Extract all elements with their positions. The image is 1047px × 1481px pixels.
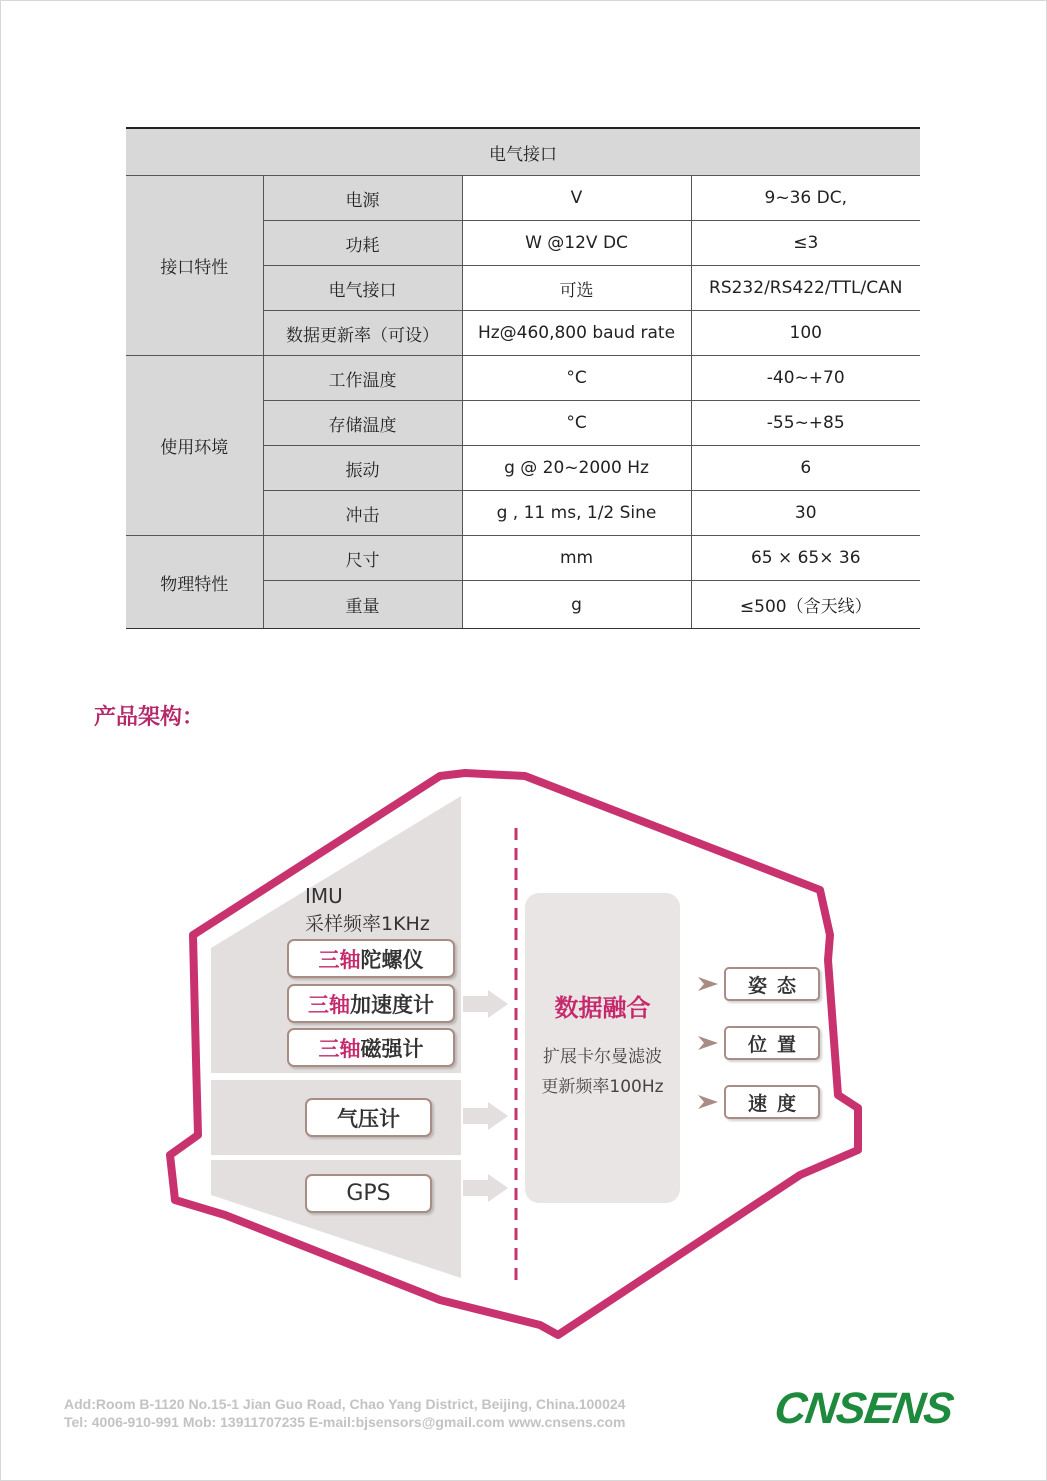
fusion-filter: 扩展卡尔曼滤波 (543, 1047, 662, 1067)
param-name: 冲击 (263, 491, 462, 536)
param-unit: Hz@460,800 baud rate (462, 311, 691, 356)
group-label: 接口特性 (126, 176, 263, 356)
param-name: 尺寸 (263, 536, 462, 581)
gyroscope-box (287, 939, 455, 978)
company-logo: CNSENS (771, 1384, 956, 1433)
output-position: 位置 (724, 1026, 820, 1060)
param-name: 功耗 (263, 221, 462, 266)
barometer-label: 气压计 (337, 1106, 400, 1131)
accelerometer-box (287, 984, 455, 1023)
param-value: 30 (691, 491, 920, 536)
axis-prefix: 三轴 (318, 1036, 361, 1061)
axis-prefix: 三轴 (318, 947, 361, 972)
barometer-arrow (463, 1102, 508, 1130)
imu-sample-rate: 采样频率1KHz (305, 913, 430, 935)
group-label: 使用环境 (126, 356, 263, 536)
param-value: 100 (691, 311, 920, 356)
param-name: 振动 (263, 446, 462, 491)
param-value: ≤500（含天线） (691, 581, 920, 629)
param-unit: W @12V DC (462, 221, 691, 266)
gps-label: GPS (346, 1181, 391, 1206)
param-name: 数据更新率（可设） (263, 311, 462, 356)
param-name: 重量 (263, 581, 462, 629)
param-name: 电源 (263, 176, 462, 221)
param-unit: °C (462, 401, 691, 446)
footer (64, 1395, 625, 1431)
param-unit: g @ 20~2000 Hz (462, 446, 691, 491)
param-value: ≤3 (691, 221, 920, 266)
output-arrow-position (698, 1036, 718, 1050)
gps-box (305, 1174, 432, 1213)
param-unit: °C (462, 356, 691, 401)
imu-title: IMU (305, 884, 343, 908)
group-label: 物理特性 (126, 536, 263, 629)
param-value: -55~+85 (691, 401, 920, 446)
footer-contact: Tel: 4006-910-991 Mob: 13911707235 E-mail:bjsensors@gmail.com www.cnsens.com (64, 1414, 626, 1430)
gps-arrow (463, 1174, 508, 1202)
axis-prefix: 三轴 (308, 992, 350, 1017)
param-unit: g , 11 ms, 1/2 Sine (462, 491, 691, 536)
sensor-name: 磁强计 (360, 1036, 424, 1061)
param-unit: mm (462, 536, 691, 581)
fusion-title: 数据融合 (554, 994, 651, 1022)
footer-address: Add:Room B-1120 No.15-1 Jian Guo Road, Chao Yang District, Beijing, China.100024 (64, 1396, 626, 1412)
fusion-rate: 更新频率100Hz (541, 1077, 664, 1097)
param-value: 6 (691, 446, 920, 491)
barometer-box (305, 1098, 432, 1137)
param-name: 电气接口 (263, 266, 462, 311)
param-unit: 可选 (462, 266, 691, 311)
output-velocity: 速度 (724, 1085, 820, 1119)
sensor-name: 陀螺仪 (360, 947, 424, 972)
param-name: 存储温度 (263, 401, 462, 446)
param-value: 9~36 DC, (691, 176, 920, 221)
param-value: -40~+70 (691, 356, 920, 401)
magnetometer-box (287, 1028, 455, 1067)
output-arrow-attitude (698, 977, 718, 991)
output-arrow-velocity (698, 1095, 718, 1109)
section-title: 产品架构： (94, 704, 205, 730)
param-unit: g (462, 581, 691, 629)
imu-arrow (463, 990, 508, 1018)
param-value: 65 × 65× 36 (691, 536, 920, 581)
param-name: 工作温度 (263, 356, 462, 401)
table-header: 电气接口 (126, 128, 920, 176)
output-attitude: 姿态 (724, 967, 820, 1001)
param-value: RS232/RS422/TTL/CAN (691, 266, 920, 311)
param-unit: V (462, 176, 691, 221)
sensor-name: 加速度计 (350, 992, 434, 1017)
